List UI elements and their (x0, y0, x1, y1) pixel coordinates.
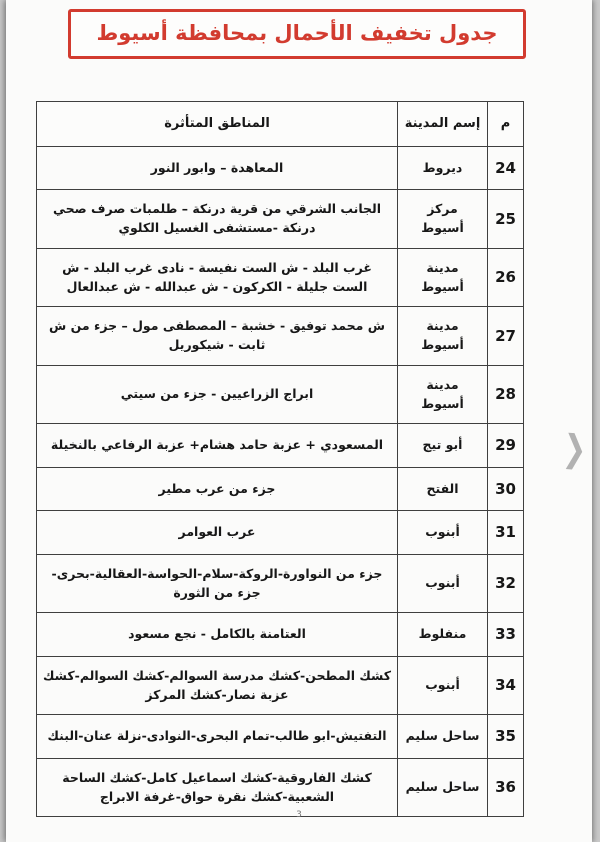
number-cell: 24 (488, 146, 524, 190)
table-row (37, 554, 524, 613)
city-cell: منفلوط (398, 613, 488, 657)
table-header-row (37, 102, 524, 147)
number-cell: 32 (488, 554, 524, 613)
table-body (37, 146, 524, 817)
table-row (37, 190, 524, 249)
number-cell: 25 (488, 190, 524, 249)
areas-cell: كشك الفاروقية-كشك اسماعيل كامل-كشك الساحة الشعبية-كشك نقرة حواق-غرفة الابراج (37, 758, 398, 817)
city-cell: أبنوب (398, 554, 488, 613)
table-row (37, 365, 524, 424)
number-cell: 35 (488, 715, 524, 759)
areas-cell: المسعودي + عزبة حامد هشام+ عزبة الرفاعي بالنخيلة (37, 424, 398, 468)
table-row (37, 715, 524, 759)
load-shedding-table (36, 101, 524, 817)
areas-cell: عرب العوامر (37, 511, 398, 555)
scan-mark-chevron: ❯ (561, 426, 588, 471)
city-cell: مدينة أسيوط (398, 307, 488, 366)
document-title-box (68, 9, 526, 59)
city-cell: ساحل سليم (398, 758, 488, 817)
areas-cell: الجانب الشرقي من قرية درنكة – طلمبات صرف صحي درنكة -مستشفى الغسيل الكلوي (37, 190, 398, 249)
table-row (37, 656, 524, 715)
document-page (6, 0, 592, 842)
city-cell: أبنوب (398, 511, 488, 555)
table-row (37, 424, 524, 468)
areas-cell: غرب البلد - ش الست نفيسة - نادى غرب البلد - ش الست جليلة - الكركون - ش عبدالله - ش عبدالعال (37, 248, 398, 307)
city-cell: الفتح (398, 467, 488, 511)
areas-cell: ش محمد توفيق - خشبة – المصطفى مول – جزء من ش ثابت - شيكوريل (37, 307, 398, 366)
number-cell: 31 (488, 511, 524, 555)
areas-cell: جزء من عرب مطير (37, 467, 398, 511)
header-number: م (488, 102, 524, 147)
header-affected-areas: المناطق المتأثرة (37, 102, 398, 147)
page-number: 3 (296, 810, 302, 820)
number-cell: 36 (488, 758, 524, 817)
areas-cell: ابراج الزراعيين - جزء من سيتي (37, 365, 398, 424)
number-cell: 34 (488, 656, 524, 715)
city-cell: أبنوب (398, 656, 488, 715)
city-cell: مدينة أسيوط (398, 365, 488, 424)
table-row (37, 248, 524, 307)
city-cell: مدينة أسيوط (398, 248, 488, 307)
table-row (37, 613, 524, 657)
areas-cell: العتامنة بالكامل - نجع مسعود (37, 613, 398, 657)
areas-cell: المعاهدة – وابور النور (37, 146, 398, 190)
document-title: جدول تخفيف الأحمال بمحافظة أسيوط (96, 21, 498, 45)
number-cell: 26 (488, 248, 524, 307)
table-row (37, 307, 524, 366)
table-row (37, 511, 524, 555)
areas-cell: التفتيش-ابو طالب-تمام البحرى-النوادى-نزلة عنان-البنك (37, 715, 398, 759)
table-row (37, 146, 524, 190)
number-cell: 28 (488, 365, 524, 424)
table-row (37, 467, 524, 511)
number-cell: 30 (488, 467, 524, 511)
city-cell: مركز أسيوط (398, 190, 488, 249)
city-cell: أبو تيج (398, 424, 488, 468)
number-cell: 33 (488, 613, 524, 657)
areas-cell: كشك المطحن-كشك مدرسة السوالم-كشك السوالم-كشك عزبة نصار-كشك المركز (37, 656, 398, 715)
areas-cell: جزء من النواورة-الروكة-سلام-الحواسة-العقالية-بحرى-جزء من الثورة (37, 554, 398, 613)
number-cell: 29 (488, 424, 524, 468)
header-city-name: إسم المدينة (398, 102, 488, 147)
number-cell: 27 (488, 307, 524, 366)
table-row (37, 758, 524, 817)
city-cell: ساحل سليم (398, 715, 488, 759)
city-cell: ديروط (398, 146, 488, 190)
